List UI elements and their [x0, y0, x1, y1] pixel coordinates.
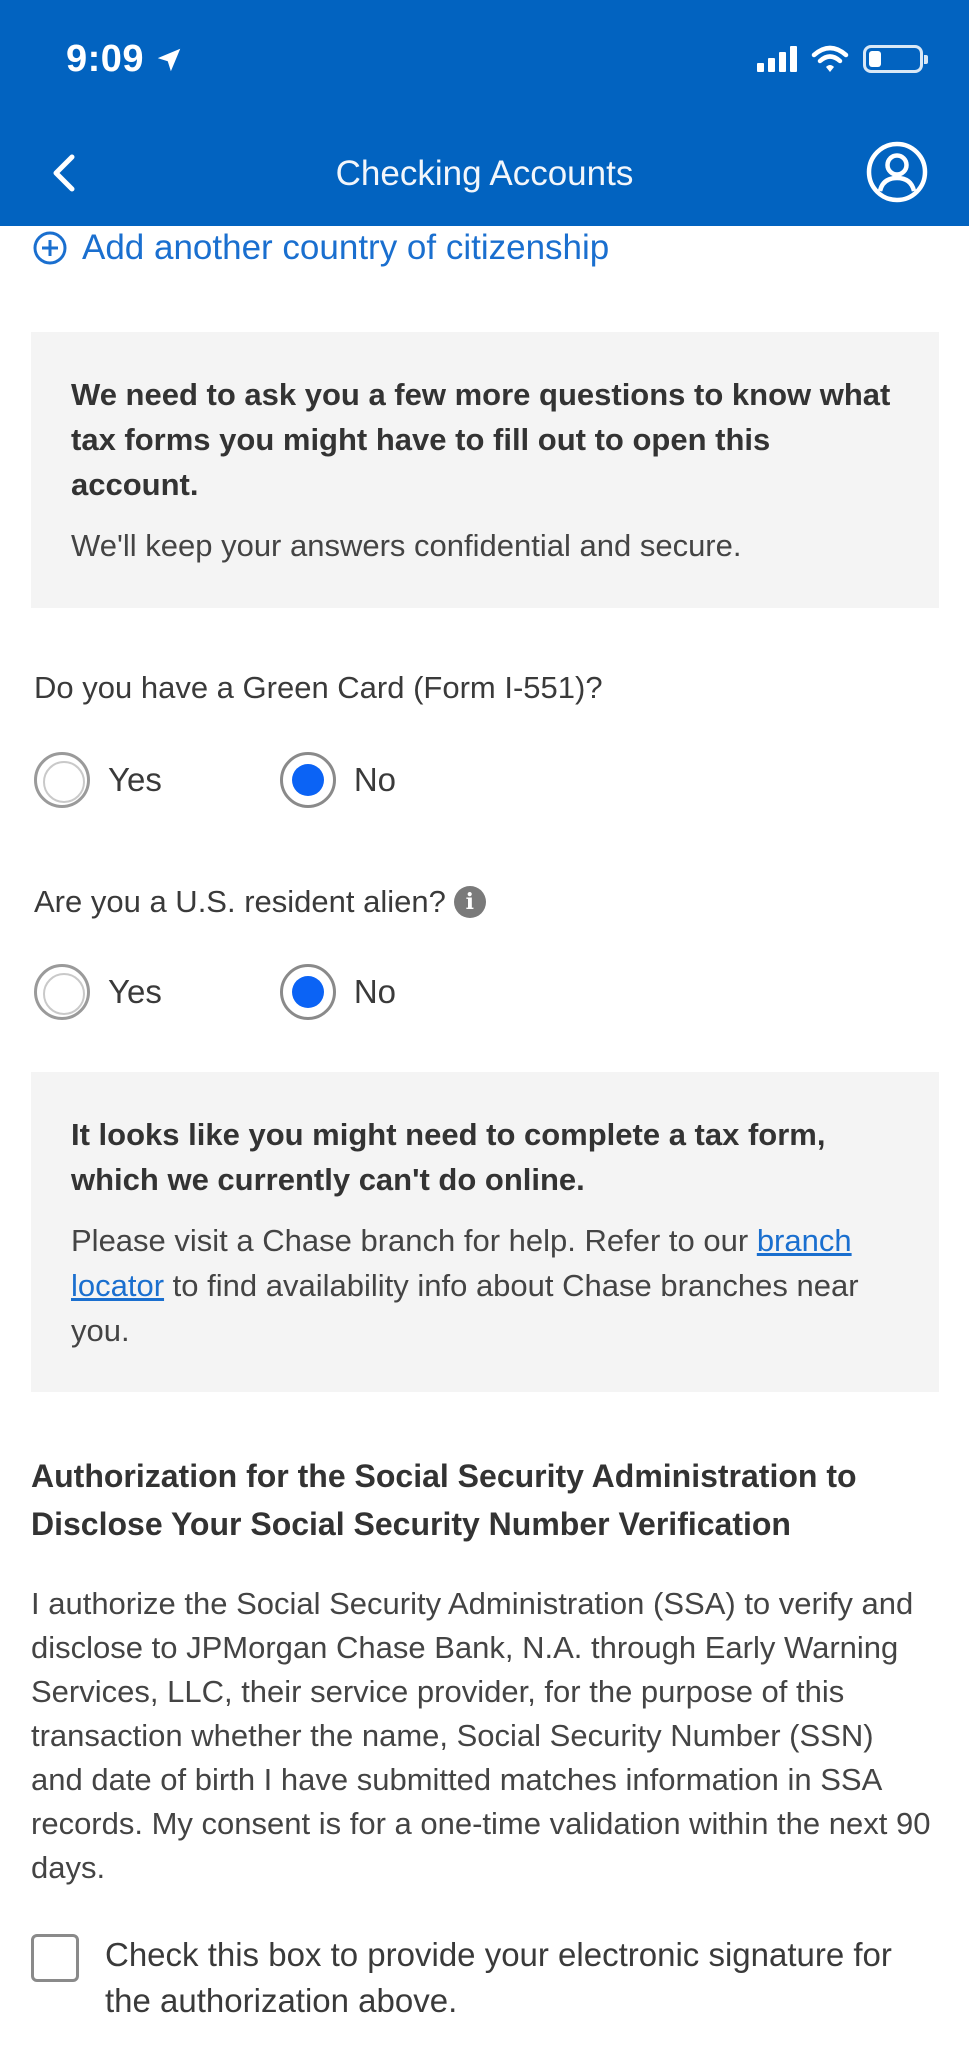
add-country-label: Add another country of citizenship	[82, 228, 610, 267]
green-card-yes-radio[interactable]	[34, 752, 90, 808]
signal-icon	[757, 46, 797, 72]
radio-label-yes: Yes	[108, 973, 162, 1010]
resident-alien-question-text: Are you a U.S. resident alien?	[34, 884, 446, 919]
resident-alien-yes-radio[interactable]	[34, 964, 90, 1020]
resident-alien-no-radio[interactable]	[280, 964, 336, 1020]
page-title: Checking Accounts	[335, 154, 634, 193]
profile-icon	[865, 140, 929, 204]
plus-circle-icon	[32, 230, 68, 266]
resident-alien-question	[34, 884, 486, 920]
status-time	[66, 38, 184, 81]
notice-text-before: Please visit a Chase branch for help. Refer to our	[71, 1223, 757, 1258]
radio-label-no: No	[353, 973, 397, 1010]
green-card-no-radio[interactable]	[280, 752, 336, 808]
tax-notice-heading: We need to ask you a few more questions to know what tax forms you might have to fill out to open this account.	[71, 377, 891, 502]
green-card-question	[34, 670, 603, 706]
resident-alien-radio-group	[34, 964, 396, 1020]
tax-form-notice-text	[71, 1218, 899, 1353]
battery-icon	[863, 45, 923, 73]
authorization-title: Authorization for the Social Security Administration to Disclose Your Social Security Number Verification	[31, 1458, 857, 1542]
branch-locator-link[interactable]: branch locator	[71, 1223, 852, 1303]
wifi-icon	[811, 44, 849, 74]
app-header	[0, 0, 969, 226]
authorization-body: I authorize the Social Security Administration (SSA) to verify and disclose to JPMorgan Chase Bank, N.A. through Early Warning Services, LLC, their service provider, for the purpose of this transaction whether the name, Social Security Number (SSN) and date of birth I have submitted matches information in SSA records. My consent is for a one-time validation within the next 90 days.	[31, 1586, 931, 1885]
tax-form-notice-heading: It looks like you might need to complete a tax form, which we currently can't do online.	[71, 1117, 826, 1197]
tax-notice-text: We'll keep your answers confidential and secure.	[71, 528, 742, 563]
profile-button[interactable]	[865, 140, 929, 204]
status-icons	[757, 44, 923, 74]
status-time-text: 9:09	[66, 38, 145, 80]
info-icon[interactable]: i	[454, 886, 486, 918]
location-arrow-icon	[154, 45, 184, 75]
tax-questions-notice	[31, 332, 939, 608]
green-card-yes-option[interactable]	[34, 752, 162, 808]
signature-checkbox-row[interactable]	[31, 1932, 925, 2024]
add-country-link[interactable]	[32, 228, 609, 268]
radio-label-yes: Yes	[108, 761, 162, 798]
green-card-question-text: Do you have a Green Card (Form I-551)?	[34, 670, 603, 705]
resident-alien-yes-option[interactable]	[34, 964, 162, 1020]
signature-checkbox-label: Check this box to provide your electronic signature for the authorization above.	[105, 1936, 892, 2019]
signature-checkbox[interactable]	[31, 1934, 79, 1982]
green-card-radio-group	[34, 752, 396, 808]
radio-label-no: No	[353, 761, 397, 798]
notice-text-after: to find availability info about Chase branches near you.	[71, 1268, 859, 1348]
resident-alien-no-option[interactable]	[280, 964, 396, 1020]
tax-form-notice	[31, 1072, 939, 1392]
green-card-no-option[interactable]	[280, 752, 396, 808]
